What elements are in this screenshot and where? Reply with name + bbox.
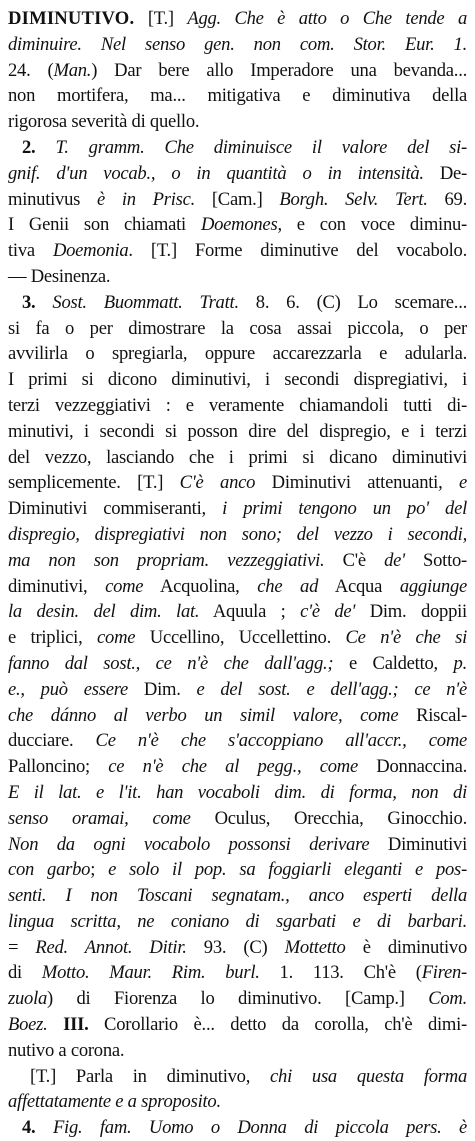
text-segment: 4. [22, 1117, 53, 1139]
entry-line [8, 341, 467, 367]
text-segment: fanno dal sost., ce n'è che dall'agg.; [8, 652, 334, 674]
entry-line [8, 857, 467, 883]
entry-line [8, 83, 467, 109]
text-segment: non mortifera, ma... mitigativa e diminutiva della [8, 85, 467, 107]
text-segment: Firen- [421, 962, 467, 984]
text-segment: Motto. Maur. Rim. burl. [41, 962, 260, 984]
entry-line [8, 599, 467, 625]
entry-line [8, 1089, 467, 1115]
entry-line [8, 367, 467, 393]
text-segment: ce n'è che al pegg., come [108, 756, 358, 778]
text-segment: 1. 113. Ch'è ( [259, 962, 422, 984]
text-segment: chi usa questa forma [270, 1065, 467, 1087]
text-segment: De- [423, 162, 467, 184]
entry-line [8, 6, 467, 32]
text-segment: 3. [22, 291, 53, 313]
entry-line [8, 522, 467, 548]
text-segment: come [105, 575, 144, 597]
text-segment: de' [384, 549, 405, 571]
text-segment: 24. ( [8, 59, 54, 81]
text-segment: avvilirla o spregiarla, oppure accarezzarla e adularla. [8, 343, 467, 365]
text-segment: [T.] [134, 8, 188, 29]
text-segment: nutivo a corona. [8, 1039, 125, 1061]
text-segment: Ce n'è che s'accoppiano all'accr., [95, 730, 407, 752]
text-segment: Acquolina, [143, 575, 258, 597]
entry-line [8, 187, 467, 213]
text-segment: la desin. del dim. lat. [8, 601, 200, 623]
text-segment: senso oramai, come [8, 807, 191, 829]
entry-line [8, 393, 467, 419]
text-segment: minutivi, i secondi si posson dire del dispregio, e i terzi [8, 420, 467, 442]
entry-line [8, 625, 467, 651]
text-segment: III. [63, 1014, 89, 1036]
entry-line [8, 419, 467, 445]
entry-line [8, 32, 467, 58]
entry-line [8, 1012, 467, 1038]
entry-line [8, 780, 467, 806]
text-segment: è in Prisc. [96, 188, 196, 210]
entry-line [8, 986, 467, 1012]
text-segment: di [8, 962, 42, 984]
text-segment: Boez. [8, 1014, 48, 1036]
text-segment: ; [90, 859, 109, 881]
entry-line [8, 754, 467, 780]
text-segment: affettatamente e a sproposito. [8, 1091, 221, 1113]
text-segment: ducciare. [8, 730, 96, 752]
text-segment: Diminutivi attenuanti, [255, 472, 459, 494]
text-segment: Agg. Che è atto o Che tende a [187, 8, 467, 29]
entry-line [8, 548, 467, 574]
text-segment: [Cam.] [195, 188, 280, 210]
entry-line [8, 677, 467, 703]
text-segment: Diminutivi [369, 833, 467, 855]
entry-line [8, 316, 467, 342]
text-segment: Acqua [318, 575, 400, 597]
text-segment: 93. (C) [186, 936, 285, 958]
text-segment [407, 730, 429, 751]
text-segment: con garbo [8, 859, 91, 881]
text-segment: Doemones [200, 214, 278, 236]
text-segment: Dim. doppii [355, 601, 467, 623]
entry-line [8, 651, 467, 677]
entry-line [8, 470, 467, 496]
entry-line [8, 832, 467, 858]
entry-line [8, 264, 467, 290]
text-segment: C'è [324, 549, 385, 571]
text-segment: e del sost. e dell'agg.; ce n'è [196, 678, 467, 700]
text-segment: Riscal- [398, 704, 467, 726]
text-segment: c'è de' [300, 601, 356, 623]
entry-line [8, 960, 467, 986]
text-segment: come [360, 704, 399, 726]
entry-line [8, 574, 467, 600]
text-segment: ) Dar bere allo Imperadore una bevanda... [91, 59, 467, 81]
text-segment: zuola [8, 988, 48, 1010]
text-segment: 2. [22, 136, 56, 158]
text-segment: semplicemente. [T.] [8, 472, 180, 494]
text-segment: Man. [53, 59, 92, 81]
text-segment: e [458, 472, 467, 494]
text-segment: minutivus [8, 188, 97, 210]
entry-line [8, 135, 467, 161]
entry-line [8, 109, 467, 135]
entry-line [8, 935, 467, 961]
text-segment: , e con voce diminu- [277, 214, 467, 236]
entry-line [8, 445, 467, 471]
entry-line [8, 238, 467, 264]
text-segment: ma non son propriam. vezzeggiativi. [8, 549, 325, 571]
text-segment: I primi si dicono diminutivi, i secondi dispregiativi, i [8, 369, 467, 391]
text-segment: che ad [257, 575, 319, 597]
text-segment: lingua scritta, ne coniano di sgarbati e di barbari. [8, 910, 467, 932]
text-segment: diminuire. Nel senso gen. non com. Stor. Eur. 1. [8, 33, 467, 55]
text-segment: come [428, 730, 468, 752]
text-segment: dispregio, dispregiativi non sono; del vezzo i secondi, [8, 523, 467, 545]
entry-line [8, 496, 467, 522]
text-segment: e solo il pop. sa foggiarli eleganti e pos- [108, 859, 467, 881]
headword: DIMINUTIVO. [8, 8, 135, 29]
text-segment: Dim. [128, 678, 197, 700]
entry-line [8, 806, 467, 832]
text-segment [48, 1014, 64, 1035]
text-segment: Red. Annot. Ditir. [35, 936, 187, 958]
entry-line [8, 58, 467, 84]
text-segment: i primi tengono un po' del [222, 498, 468, 520]
text-segment: Corollario è... detto da corolla, ch'è dimi- [88, 1014, 467, 1036]
entry-line [8, 161, 467, 187]
text-segment: diminutivi, [8, 575, 106, 597]
text-segment: come [97, 627, 136, 649]
text-segment: Borgh. Selv. Tert. [279, 188, 428, 210]
text-segment [342, 705, 360, 726]
text-segment: p. [453, 652, 467, 674]
text-segment: aggiunge [399, 575, 468, 597]
text-segment: — Desinenza. [8, 265, 111, 287]
text-segment: Oculus, Orecchia, Ginocchio. [190, 807, 467, 829]
text-segment: Uccellino, Uccellettino. [135, 627, 346, 649]
entry-line [8, 1115, 467, 1141]
text-segment: [T.] Parla in diminutivo, [30, 1065, 271, 1087]
text-segment: rigorosa severità di quello. [8, 111, 200, 133]
text-segment: Doemonia [52, 240, 129, 262]
text-segment: = [8, 936, 36, 958]
entry-line [8, 703, 467, 729]
text-segment: Ce n'è che si [345, 627, 467, 649]
entry-line [8, 1064, 467, 1090]
text-segment: si fa o per dimostrare la cosa assai piccola, o per [8, 317, 467, 339]
entry-line [8, 1038, 467, 1064]
entry-line [8, 909, 467, 935]
text-segment: ) di Fiorenza lo diminutivo. [Camp.] [47, 988, 429, 1010]
text-segment: gnif. d'un vocab., o in quantità o in intensità. [8, 162, 424, 184]
entry-line [8, 728, 467, 754]
text-segment: Palloncino; [8, 756, 109, 778]
entry-line [8, 290, 467, 316]
entry-line [8, 212, 467, 238]
text-segment: e Caldetto, [333, 652, 454, 674]
text-segment: Aquula ; [199, 601, 301, 623]
text-segment: tiva [8, 240, 53, 262]
text-segment: Fig. fam. Uomo o Donna di piccola pers. è [52, 1117, 468, 1139]
text-segment: che dánno al verbo un simil valore, [8, 704, 343, 726]
text-segment: senti. I non Toscani segnatam., anco esperti della [8, 885, 467, 907]
text-segment: è diminutivo [345, 936, 467, 958]
text-segment: C'è anco [179, 472, 256, 494]
text-segment: Non da ogni vocabolo possonsi derivare [8, 833, 370, 855]
text-segment: Sotto- [404, 549, 468, 571]
text-segment: e triplici, [8, 627, 98, 649]
text-segment: 8. 6. (C) Lo scemare... [238, 291, 467, 313]
text-segment: Mottetto [284, 936, 346, 958]
text-segment: I Genii son chiamati [8, 214, 201, 236]
text-segment: 69. [427, 188, 467, 210]
text-segment: Com. [428, 988, 467, 1010]
text-segment: E il lat. e l'it. han vocaboli dim. di forma, non di [8, 781, 467, 803]
text-segment: Diminutivi commiseranti, [8, 498, 223, 520]
text-segment: terzi vezzeggiativi : e veramente chiamandoli tutti di- [8, 394, 467, 416]
text-segment: Donnaccina. [357, 756, 467, 778]
text-segment: T. gramm. Che diminuisce il valore del si- [55, 136, 467, 158]
text-segment: . [T.] Forme diminutive del vocabolo. [128, 240, 467, 262]
text-segment: del vezzo, lasciando che i primi si dicano diminutivi [8, 446, 467, 468]
text-segment: Sost. Buommatt. Tratt. [52, 291, 239, 313]
text-segment: e., può essere [8, 678, 128, 700]
entry-line [8, 883, 467, 909]
